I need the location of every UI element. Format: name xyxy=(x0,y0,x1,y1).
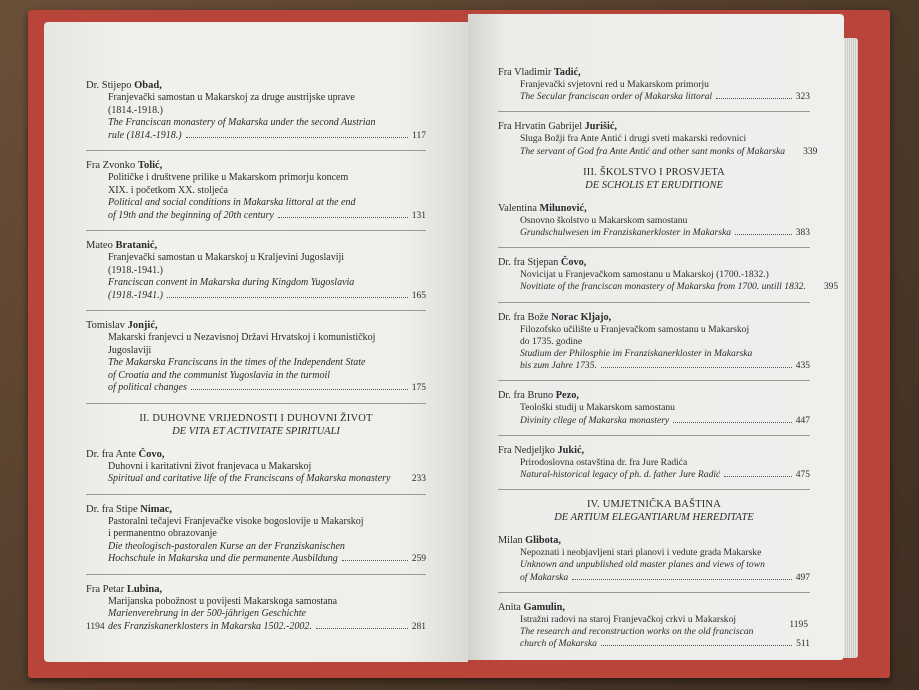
leader-dots xyxy=(316,628,408,629)
leader-dots xyxy=(716,98,792,99)
leader-dots xyxy=(735,234,792,235)
toc-entry xyxy=(86,503,426,566)
entry-page-number: 497 xyxy=(795,572,810,583)
leader-dots xyxy=(601,645,792,646)
entry-title-translation xyxy=(498,360,810,372)
author-last-name: Jurišić, xyxy=(584,121,617,133)
entry-title-translation xyxy=(498,638,810,650)
entry-author xyxy=(498,389,810,402)
entry-text: do 1735. godine xyxy=(520,335,583,347)
entry-page-number: 281 xyxy=(411,621,426,632)
entry-title-translation xyxy=(498,559,810,571)
entry-title-translation xyxy=(86,370,426,383)
divider xyxy=(498,247,810,248)
entry-text: of Makarska xyxy=(520,571,569,583)
author-last-name: Jukić, xyxy=(557,444,585,456)
leader-dots xyxy=(167,297,408,298)
author-last-name: Pezo, xyxy=(555,390,579,402)
leader-dots xyxy=(673,422,792,423)
entry-title xyxy=(86,92,426,105)
section-heading-3 xyxy=(498,166,810,192)
entry-title xyxy=(498,269,810,281)
entry-page-number: 165 xyxy=(411,290,426,301)
author-last-name: Čovo, xyxy=(138,448,165,460)
entry-page-number: 117 xyxy=(412,130,426,141)
entry-page-number: 475 xyxy=(795,470,810,481)
section-title: IV. UMJETNIČKA BAŠTINA xyxy=(586,499,721,511)
entry-title xyxy=(498,133,810,145)
entry-title-translation xyxy=(498,145,818,158)
entry-text: (1918.-1941.) xyxy=(108,289,163,301)
entry-text: Divinity cllege of Makarska monastery xyxy=(520,414,670,426)
entry-text: Prirodoslovna ostavština dr. fra Jure Radića xyxy=(520,456,688,468)
author-first-name: Fra Nedjeljko xyxy=(498,444,558,456)
author-first-name: Dr. fra Stipe xyxy=(86,503,141,515)
toc-entry xyxy=(498,444,810,481)
entry-text: The Makarska Franciscans in the times of the Independent State xyxy=(108,357,366,368)
entry-title xyxy=(498,215,810,227)
right-toc-entries-3 xyxy=(498,202,839,481)
entry-author xyxy=(498,202,810,215)
entry-title xyxy=(86,345,426,358)
entry-text: Franjevački samostan u Makarskoj za druge austrijske uprave xyxy=(108,92,355,103)
author-first-name: Anita xyxy=(498,601,524,613)
author-first-name: Dr. fra Bruno xyxy=(498,390,556,402)
entry-title-translation xyxy=(86,382,426,395)
entry-page-number: 395 xyxy=(823,282,839,293)
author-last-name: Čovo, xyxy=(560,257,587,269)
section-title: II. DUHOVNE VRIJEDNOSTI I DUHOVNI ŽIVOT xyxy=(139,412,373,424)
entry-title-translation xyxy=(86,210,426,223)
entry-title xyxy=(86,461,426,474)
entry-text: Istražni radovi na staroj Franjevačkoj crkvi u Makarskoj xyxy=(520,613,737,625)
toc-entry xyxy=(498,120,818,157)
entry-title-translation xyxy=(498,415,810,427)
divider xyxy=(498,380,810,381)
entry-text: Sluga Božji fra Ante Antić i drugi sveti makarski redovnici xyxy=(520,133,747,145)
toc-entry xyxy=(498,66,810,103)
entry-author xyxy=(86,448,426,461)
entry-text: The Secular franciscan order of Makarska littoral xyxy=(520,91,713,103)
divider xyxy=(86,403,426,404)
entry-title xyxy=(86,172,426,185)
author-first-name: Mateo xyxy=(86,240,116,251)
author-last-name: Jonjić, xyxy=(127,320,158,331)
author-first-name: Tomislav xyxy=(86,320,128,331)
entry-author xyxy=(498,256,810,269)
entry-text: rule (1814.-1918.) xyxy=(108,129,182,141)
entry-title-translation xyxy=(498,572,810,584)
author-last-name: Obad, xyxy=(134,80,162,91)
divider xyxy=(498,489,810,490)
toc-entry xyxy=(498,601,810,651)
section-subtitle: DE SCHOLIS ET ERUDITIONE xyxy=(585,179,723,191)
toc-entry xyxy=(86,79,426,142)
entry-author xyxy=(498,66,810,79)
author-first-name: Fra Zvonko xyxy=(86,160,138,171)
entry-page-number: 233 xyxy=(411,474,426,484)
entry-title xyxy=(498,547,810,559)
left-toc-entries-2 xyxy=(86,448,426,634)
entry-author xyxy=(498,534,810,547)
author-last-name: Bratanić, xyxy=(115,240,158,251)
section-subtitle: DE VITA ET ACTIVITATE SPIRITUALI xyxy=(172,425,340,437)
entry-text: Spiritual and caritative life of the Franciscans of Makarska monastery xyxy=(108,473,391,484)
entry-title-translation xyxy=(498,227,810,239)
toc-entry xyxy=(498,202,810,239)
entry-title-translation xyxy=(86,197,426,210)
author-first-name: Milan xyxy=(498,535,526,547)
page-number: 1194 xyxy=(86,622,105,632)
entry-author xyxy=(86,239,426,252)
entry-text: Novicijat u Franjevačkom samostanu u Makarskoj (1700.-1832.) xyxy=(520,269,769,281)
author-last-name: Glibota, xyxy=(525,535,561,547)
entry-text: Duhovni i karitativni život franjevaca u Makarskoj xyxy=(108,460,312,472)
toc-entry xyxy=(498,534,810,584)
entry-text: Osnovno školstvo u Makarskom samostanu xyxy=(520,214,688,226)
entry-title xyxy=(86,528,426,541)
entry-text: Natural-historical legacy of ph. d. father Jure Radić xyxy=(520,469,721,481)
author-first-name: Fra Petar xyxy=(86,583,127,595)
entry-page-number: 175 xyxy=(411,383,426,393)
page-edges xyxy=(844,38,858,658)
right-toc-entries-4 xyxy=(498,534,810,650)
toc-entry xyxy=(498,311,810,373)
divider xyxy=(86,230,426,231)
author-first-name: Dr. fra Stjepan xyxy=(498,257,561,269)
toc-entry xyxy=(86,239,426,302)
author-last-name: Lubina, xyxy=(126,583,163,595)
divider xyxy=(498,592,810,593)
author-last-name: Milunović, xyxy=(539,202,587,214)
entry-page-number: 435 xyxy=(795,361,810,372)
leader-dots xyxy=(601,367,792,368)
right-toc-entries xyxy=(498,66,818,158)
section-title: III. ŠKOLSTVO I PROSVJETA xyxy=(583,166,725,178)
entry-text: (1814.-1918.) xyxy=(108,104,163,116)
leader-dots xyxy=(191,389,408,390)
entry-page-number: 323 xyxy=(795,92,810,103)
divider xyxy=(498,435,810,436)
entry-text: Grundschulwesen im Franziskanerkloster in Makarska xyxy=(520,227,732,239)
leader-dots xyxy=(572,579,792,580)
entry-text: Novitiate of the franciscan monastery of Makarska from 1700. untill 1832. xyxy=(520,281,806,293)
entry-page-number: 383 xyxy=(795,228,810,239)
entry-title xyxy=(86,596,426,609)
entry-title xyxy=(498,79,810,91)
entry-author xyxy=(86,159,426,172)
entry-title xyxy=(86,252,426,265)
entry-text: des Franziskanerklosters in Makarska 1502.-2002. xyxy=(108,620,312,632)
entry-text: Političke i društvene prilike u Makarskom primorju koncem xyxy=(108,172,349,183)
author-last-name: Norac Kljajo, xyxy=(551,311,612,323)
leader-dots xyxy=(278,217,408,218)
entry-text: Unknown and unpublished old master planes and views of town xyxy=(520,559,765,571)
entry-text: The servant of God fra Ante Antić and other sant monks of Makarska xyxy=(520,145,786,157)
entry-title xyxy=(86,105,426,118)
entry-title xyxy=(86,332,426,345)
entry-page-number: 131 xyxy=(411,210,426,221)
entry-text: Filozofsko učilište u Franjevačkom samostanu u Makarskoj xyxy=(520,323,750,335)
section-heading-2 xyxy=(86,412,426,438)
entry-text: Marijanska pobožnost u povijesti Makarskoga samostana xyxy=(108,595,338,607)
entry-author xyxy=(86,319,426,332)
divider xyxy=(86,494,426,495)
author-first-name: Dr. fra Bože xyxy=(498,311,552,323)
entry-title-translation xyxy=(86,541,426,554)
entry-title xyxy=(498,614,810,626)
toc-entry xyxy=(86,319,426,395)
entry-text: Jugoslaviji xyxy=(108,344,152,356)
entry-text: (1918.-1941.) xyxy=(108,264,163,276)
entry-text: Die theologisch-pastoralen Kurse an der Franziskanischen xyxy=(108,540,345,552)
entry-title-translation xyxy=(498,469,810,481)
section-heading-4 xyxy=(498,498,810,524)
toc-entry xyxy=(498,256,839,293)
entry-author xyxy=(498,311,810,324)
entry-text: Franjevački svjetovni red u Makarskom primorju xyxy=(520,79,709,90)
entry-page-number: 511 xyxy=(796,639,810,650)
left-toc-entries xyxy=(86,79,426,395)
author-first-name: Fra Hrvatin Gabrijel xyxy=(498,121,585,133)
entry-title xyxy=(498,402,810,414)
entry-text: Franjevački samostan u Makarskoj u Kraljevini Jugoslaviji xyxy=(108,252,345,263)
entry-author xyxy=(86,79,426,92)
page-number: 1195 xyxy=(789,620,808,630)
right-page xyxy=(468,14,844,660)
entry-text: of political changes xyxy=(108,382,187,393)
entry-author xyxy=(86,503,426,516)
divider xyxy=(86,150,426,151)
entry-author xyxy=(498,120,810,133)
divider xyxy=(86,310,426,311)
entry-author xyxy=(86,583,426,596)
entry-text: XIX. i početkom XX. stoljeća xyxy=(108,184,228,196)
entry-title-translation xyxy=(86,608,426,621)
toc-entry xyxy=(498,389,810,426)
entry-text: bis zum Jahre 1735. xyxy=(520,360,597,372)
divider xyxy=(498,302,810,303)
entry-text: Franciscan convent in Makarska during Kingdom Yugoslavia xyxy=(108,277,355,288)
author-last-name: Tadić, xyxy=(553,67,581,78)
entry-text: of 19th and the beginning of 20th century xyxy=(108,209,274,221)
entry-text: i permanentno obrazovanje xyxy=(108,528,217,539)
author-last-name: Gamulin, xyxy=(523,601,565,613)
entry-title xyxy=(86,185,426,198)
entry-page-number: 447 xyxy=(795,415,810,426)
leader-dots xyxy=(342,560,408,561)
entry-text: Nepoznati i neobjavljeni stari planovi i vedute grada Makarske xyxy=(520,547,762,559)
toc-entry xyxy=(86,583,426,634)
entry-title-translation xyxy=(86,117,426,130)
entry-title xyxy=(86,265,426,278)
entry-author xyxy=(498,601,810,614)
entry-title-translation xyxy=(86,357,426,370)
entry-title-translation xyxy=(86,277,426,290)
author-first-name: Fra Vladimir xyxy=(498,67,554,78)
entry-title xyxy=(498,336,810,348)
left-page xyxy=(44,22,468,662)
entry-title-translation xyxy=(86,621,426,634)
author-last-name: Tolić, xyxy=(137,160,163,171)
entry-text: Pastoralni tečajevi Franjevačke visoke bogoslovije u Makarskoj xyxy=(108,515,364,527)
entry-title-translation xyxy=(498,626,810,638)
leader-dots xyxy=(186,137,408,138)
entry-text: church of Makarska xyxy=(520,638,597,650)
entry-title xyxy=(498,324,810,336)
entry-title xyxy=(86,516,426,529)
entry-text: Studium der Philosphie im Franziskanerkloster in Makarska xyxy=(520,348,753,360)
section-subtitle: DE ARTIUM ELEGANTIARUM HEREDITATE xyxy=(554,512,754,524)
entry-title-translation xyxy=(86,290,426,303)
entry-text: Marienverehrung in der 500-jährigen Geschichte xyxy=(108,608,306,619)
author-first-name: Dr. fra Ante xyxy=(86,448,139,460)
entry-text: Makarski franjevci u Nezavisnoj Državi Hrvatskoj i komunističkoj xyxy=(108,332,376,343)
entry-author xyxy=(498,444,810,457)
entry-title-translation xyxy=(498,281,839,293)
author-first-name: Dr. Stijepo xyxy=(86,80,135,91)
divider xyxy=(498,111,810,112)
entry-text: The Franciscan monastery of Makarska under the second Austrian xyxy=(108,117,376,128)
author-first-name: Valentina xyxy=(498,202,540,214)
entry-text: Hochschule in Makarska und die permanente Ausbildung xyxy=(108,553,338,564)
toc-entry xyxy=(86,159,426,222)
entry-text: Teološki studij u Makarskom samostanu xyxy=(520,402,675,414)
toc-entry xyxy=(86,448,426,486)
entry-title-translation xyxy=(86,553,426,566)
entry-text: Political and social conditions in Makarska littoral at the end xyxy=(108,197,356,208)
entry-text: The research and reconstruction works on the old franciscan xyxy=(520,626,754,638)
entry-title-translation xyxy=(86,130,426,143)
entry-title-translation xyxy=(498,91,810,103)
author-last-name: Nimac, xyxy=(140,503,173,515)
leader-dots xyxy=(724,476,791,477)
entry-page-number: 339 xyxy=(803,146,818,157)
entry-title xyxy=(498,457,810,469)
entry-title-translation xyxy=(86,473,426,486)
divider xyxy=(86,574,426,575)
entry-text: of Croatia and the communist Yugoslavia in the turmoil xyxy=(108,369,331,381)
entry-title-translation xyxy=(498,348,810,360)
entry-page-number: 259 xyxy=(411,554,426,564)
